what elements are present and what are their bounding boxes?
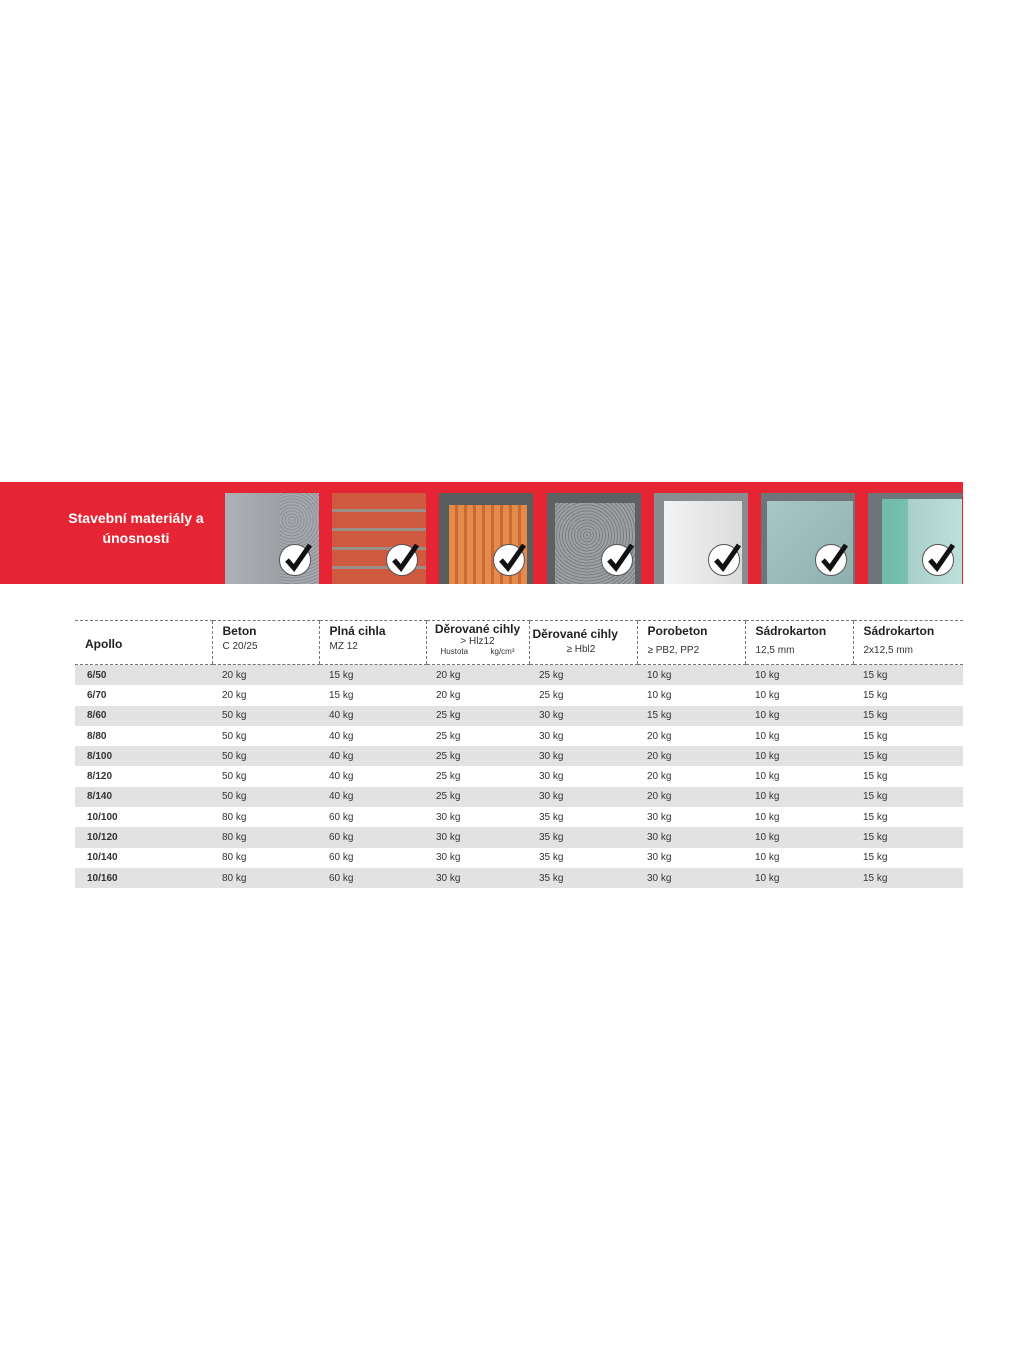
load-capacity-table (75, 620, 963, 888)
load-value-cell: 15 kg (863, 689, 888, 701)
load-value-cell: 80 kg (222, 832, 247, 844)
load-value-cell: 20 kg (436, 689, 461, 701)
load-value-cell: 20 kg (222, 669, 247, 681)
table-row (75, 868, 963, 888)
load-value-cell: 35 kg (539, 832, 564, 844)
load-value-cell: 10 kg (755, 750, 780, 762)
table-row (75, 685, 963, 705)
load-value-cell: 25 kg (436, 750, 461, 762)
checkmark-icon (493, 544, 525, 576)
checkmark-icon (279, 544, 311, 576)
load-value-cell: 30 kg (647, 852, 672, 864)
load-value-cell: 40 kg (329, 710, 354, 722)
load-value-cell: 20 kg (647, 750, 672, 762)
model-cell: 6/50 (87, 669, 107, 681)
column-header: Sádrokarton 2x12,5 mm (853, 621, 963, 665)
load-value-cell: 35 kg (539, 852, 564, 864)
load-value-cell: 15 kg (863, 669, 888, 681)
load-value-cell: 25 kg (539, 689, 564, 701)
solid-brick-icon (332, 493, 426, 584)
load-value-cell: 15 kg (863, 730, 888, 742)
load-value-cell: 30 kg (647, 872, 672, 884)
table-row (75, 665, 963, 686)
load-value-cell: 40 kg (329, 791, 354, 803)
column-header: Děrované cihly ≥ Hbl2 (529, 621, 637, 665)
load-value-cell: 10 kg (755, 811, 780, 823)
table-row (75, 848, 963, 868)
column-header: Sádrokarton 12,5 mm (745, 621, 853, 665)
checkmark-icon (922, 544, 954, 576)
load-value-cell: 10 kg (755, 771, 780, 783)
model-cell: 8/80 (87, 730, 107, 742)
load-value-cell: 30 kg (436, 852, 461, 864)
load-value-cell: 30 kg (647, 832, 672, 844)
checkmark-icon (708, 544, 740, 576)
double-plasterboard-icon (868, 493, 962, 584)
concrete-block-icon (225, 493, 319, 584)
load-value-cell: 25 kg (436, 791, 461, 803)
load-value-cell: 20 kg (647, 791, 672, 803)
load-value-cell: 50 kg (222, 750, 247, 762)
load-value-cell: 35 kg (539, 872, 564, 884)
plasterboard-icon (761, 493, 855, 584)
load-value-cell: 20 kg (222, 689, 247, 701)
load-value-cell: 15 kg (863, 750, 888, 762)
load-value-cell: 30 kg (539, 771, 564, 783)
load-value-cell: 30 kg (539, 750, 564, 762)
load-value-cell: 50 kg (222, 771, 247, 783)
load-value-cell: 60 kg (329, 811, 354, 823)
load-value-cell: 60 kg (329, 872, 354, 884)
load-value-cell: 15 kg (329, 669, 354, 681)
load-value-cell: 10 kg (755, 872, 780, 884)
load-value-cell: 10 kg (647, 669, 672, 681)
model-cell: 8/100 (87, 750, 113, 762)
load-value-cell: 25 kg (436, 771, 461, 783)
table-row (75, 706, 963, 726)
aerated-concrete-icon (654, 493, 748, 584)
load-value-cell: 40 kg (329, 750, 354, 762)
load-value-cell: 10 kg (647, 689, 672, 701)
model-cell: 8/140 (87, 791, 113, 803)
load-value-cell: 40 kg (329, 730, 354, 742)
load-value-cell: 15 kg (647, 710, 672, 722)
load-value-cell: 60 kg (329, 852, 354, 864)
load-value-cell: 30 kg (539, 791, 564, 803)
load-value-cell: 50 kg (222, 710, 247, 722)
load-value-cell: 15 kg (863, 771, 888, 783)
banner-title: Stavební materiály a únosnosti (68, 510, 204, 546)
table-row (75, 807, 963, 827)
load-value-cell: 20 kg (647, 730, 672, 742)
load-value-cell: 10 kg (755, 832, 780, 844)
load-value-cell: 25 kg (539, 669, 564, 681)
load-value-cell: 20 kg (647, 771, 672, 783)
table-row (75, 827, 963, 847)
load-value-cell: 30 kg (436, 872, 461, 884)
table-header-row (75, 621, 963, 665)
load-value-cell: 80 kg (222, 872, 247, 884)
model-cell: 6/70 (87, 689, 107, 701)
load-value-cell: 40 kg (329, 771, 354, 783)
table-row (75, 746, 963, 766)
model-header: Apollo (75, 621, 212, 665)
model-cell: 8/120 (87, 771, 113, 783)
load-value-cell: 20 kg (436, 669, 461, 681)
load-value-cell: 30 kg (539, 710, 564, 722)
load-value-cell: 15 kg (863, 710, 888, 722)
model-cell: 8/60 (87, 710, 107, 722)
load-value-cell: 10 kg (755, 852, 780, 864)
load-value-cell: 30 kg (436, 811, 461, 823)
load-value-cell: 80 kg (222, 811, 247, 823)
column-header: Beton C 20/25 (212, 621, 319, 665)
model-cell: 10/100 (87, 811, 118, 823)
load-value-cell: 50 kg (222, 791, 247, 803)
hollow-concrete-block-icon (547, 493, 641, 584)
model-cell: 10/160 (87, 872, 118, 884)
load-value-cell: 15 kg (863, 832, 888, 844)
column-header: Plná cihla MZ 12 (319, 621, 426, 665)
load-value-cell: 10 kg (755, 669, 780, 681)
column-header: Děrované cihly > Hlz12 Hustota kg/cm³ (426, 621, 529, 665)
load-value-cell: 30 kg (539, 730, 564, 742)
load-value-cell: 10 kg (755, 791, 780, 803)
load-value-cell: 15 kg (863, 852, 888, 864)
model-cell: 10/120 (87, 832, 118, 844)
load-value-cell: 50 kg (222, 730, 247, 742)
load-value-cell: 30 kg (436, 832, 461, 844)
load-value-cell: 15 kg (329, 689, 354, 701)
load-value-cell: 10 kg (755, 689, 780, 701)
column-header: Porobeton ≥ PB2, PP2 (637, 621, 745, 665)
table-row (75, 726, 963, 746)
checkmark-icon (386, 544, 418, 576)
checkmark-icon (815, 544, 847, 576)
load-value-cell: 30 kg (647, 811, 672, 823)
checkmark-icon (601, 544, 633, 576)
load-value-cell: 10 kg (755, 730, 780, 742)
load-value-cell: 25 kg (436, 730, 461, 742)
model-cell: 10/140 (87, 852, 118, 864)
load-value-cell: 10 kg (755, 710, 780, 722)
load-value-cell: 15 kg (863, 872, 888, 884)
load-value-cell: 60 kg (329, 832, 354, 844)
perforated-brick-icon (439, 493, 533, 584)
table-row (75, 766, 963, 786)
load-value-cell: 15 kg (863, 811, 888, 823)
load-value-cell: 35 kg (539, 811, 564, 823)
load-value-cell: 80 kg (222, 852, 247, 864)
load-value-cell: 15 kg (863, 791, 888, 803)
table-row (75, 787, 963, 807)
load-value-cell: 25 kg (436, 710, 461, 722)
